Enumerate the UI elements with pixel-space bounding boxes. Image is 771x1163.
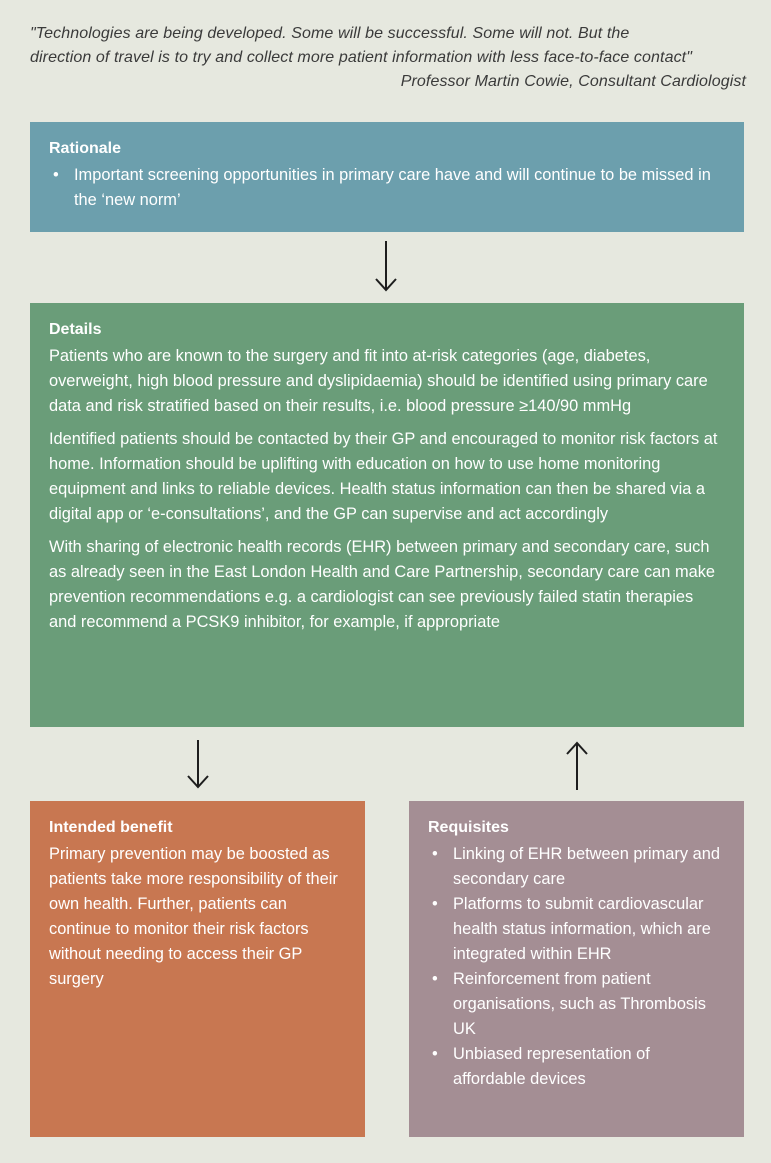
quote-attribution: Professor Martin Cowie, Consultant Cardiologist <box>400 73 746 90</box>
details-title: Details <box>49 321 102 338</box>
requisites-box <box>409 801 744 1137</box>
rationale-list <box>49 163 724 213</box>
rationale-title: Rationale <box>49 140 122 157</box>
arrow-up-icon <box>565 740 589 790</box>
intended-benefit-box <box>30 801 365 1137</box>
details-paragraph-3: With sharing of electronic health records (EHR) between primary and secondary care, such as already seen in the East London Health and Care Partnership, secondary care can make prevention recommendations e.g. a cardiologist can see previously failed statin therapies and recommend a PCSK9 inhibitor, for example, if appropriate <box>49 538 716 631</box>
rationale-bullet: • Important screening opportunities in primary care have and will continue to be missed in the ‘new norm’ <box>49 163 724 213</box>
requisites-title: Requisites <box>428 819 509 836</box>
requisite-bullet: • Reinforcement from patient organisations, such as Thrombosis UK <box>428 967 724 1042</box>
benefit-title: Intended benefit <box>49 819 173 836</box>
quote-line-1: "Technologies are being developed. Some will be successful. Some will not. But the <box>30 25 630 42</box>
details-box <box>30 303 744 727</box>
quote-line-2: direction of travel is to try and collect more patient information with less face-to-face contact" <box>30 49 692 66</box>
quote-block <box>30 22 746 94</box>
requisite-bullet: • Linking of EHR between primary and secondary care <box>428 842 724 892</box>
benefit-text: Primary prevention may be boosted as patients take more responsibility of their own health. Further, patients can continue to monitor their risk factors without needing to access their GP surgery <box>49 845 338 988</box>
requisites-list <box>428 842 724 1092</box>
requisite-bullet: • Platforms to submit cardiovascular health status information, which are integrated within EHR <box>428 892 724 967</box>
details-paragraph-1: Patients who are known to the surgery and fit into at-risk categories (age, diabetes, overweight, high blood pressure and dyslipidaemia) should be identified using primary care data and risk stratified based on their results, i.e. blood pressure ≥140/90 mmHg <box>49 347 708 415</box>
rationale-box <box>30 122 744 232</box>
details-paragraph-2: Identified patients should be contacted by their GP and encouraged to monitor risk factors at home. Information should be uplifting with education on how to use home monitoring equipment and links to reliable devices. Health status information can then be shared via a digital app or ‘e-consultations’, and the GP can supervise and act accordingly <box>49 430 718 523</box>
arrow-down-icon <box>374 241 398 293</box>
arrow-down-icon <box>186 740 210 790</box>
requisite-bullet: • Unbiased representation of affordable devices <box>428 1042 724 1092</box>
